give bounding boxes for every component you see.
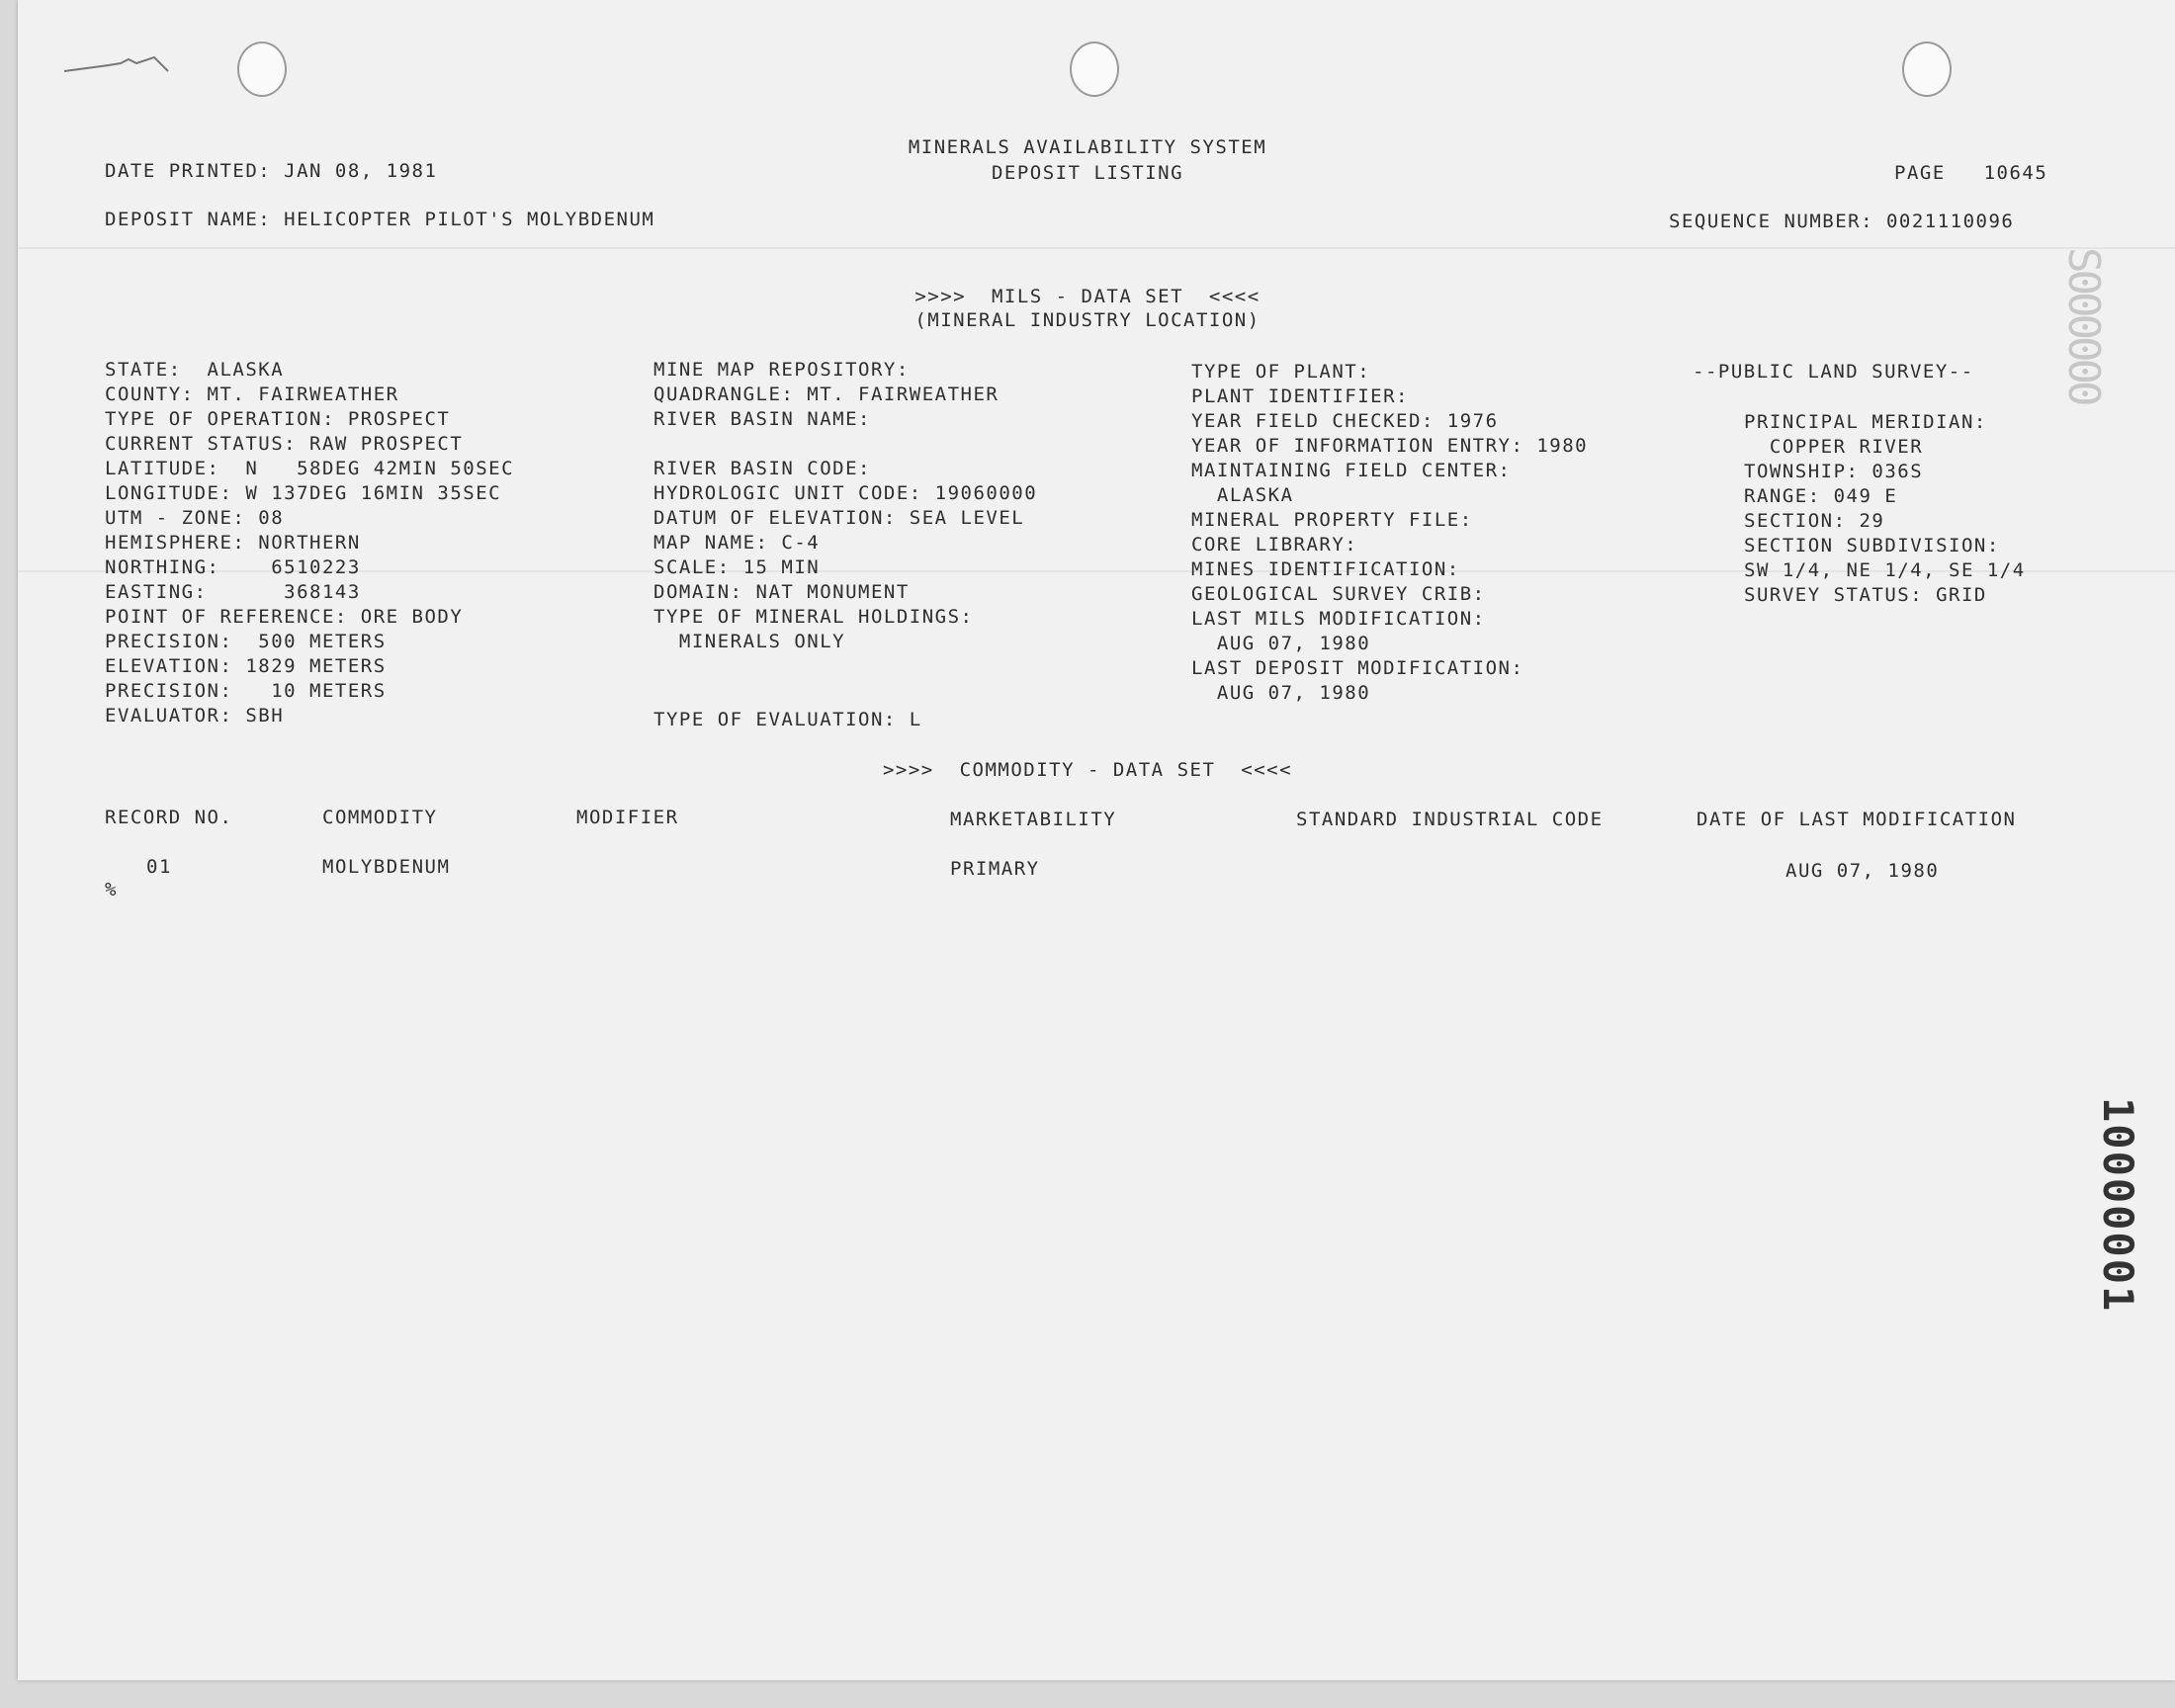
scale-field: SCALE: 15 MIN: [653, 556, 821, 578]
last-mils-modification-value: AUG 07, 1980: [1191, 633, 1371, 654]
header-modifier: MODIFIER: [576, 807, 679, 828]
header-sic: STANDARD INDUSTRIAL CODE: [1296, 809, 1604, 830]
row-commodity: MOLYBDENUM: [322, 856, 451, 878]
range-field: RANGE: 049 E: [1744, 485, 1898, 507]
mils-column-location: [105, 358, 514, 728]
system-title: MINERALS AVAILABILITY SYSTEM: [908, 136, 1267, 158]
year-of-information-entry-field: YEAR OF INFORMATION ENTRY: 1980: [1191, 435, 1589, 457]
section-field: SECTION: 29: [1744, 510, 1885, 532]
type-of-evaluation-field: TYPE OF EVALUATION: L: [653, 709, 922, 730]
township-field: TOWNSHIP: 036S: [1744, 461, 1924, 482]
core-library-field: CORE LIBRARY:: [1191, 534, 1358, 555]
commodity-title: >>>> COMMODITY - DATA SET <<<<: [882, 759, 1293, 781]
mineral-holdings-value: MINERALS ONLY: [653, 631, 846, 652]
easting-field: EASTING: 368143: [105, 581, 361, 603]
state-field: STATE: ALASKA: [105, 359, 285, 381]
survey-status-field: SURVEY STATUS: GRID: [1744, 584, 1987, 606]
domain-field: DOMAIN: NAT MONUMENT: [653, 581, 910, 603]
public-land-survey-title: --PUBLIC LAND SURVEY--: [1693, 361, 1974, 383]
hemisphere-field: HEMISPHERE: NORTHERN: [105, 532, 361, 554]
elevation-precision-field: PRECISION: 10 METERS: [105, 680, 387, 702]
punch-hole: [1070, 42, 1119, 97]
hydrologic-unit-code-field: HYDROLOGIC UNIT CODE: 19060000: [653, 482, 1038, 504]
mils-subtitle: (MINERAL INDUSTRY LOCATION): [914, 309, 1261, 331]
faint-stamp-number: S000000: [2058, 247, 2109, 403]
mils-column-map: [653, 358, 1037, 654]
stamp-number: 10000001: [2094, 1097, 2142, 1314]
year-field-checked-field: YEAR FIELD CHECKED: 1976: [1191, 410, 1499, 432]
evaluator-field: EVALUATOR: SBH: [105, 705, 285, 726]
principal-meridian-field: PRINCIPAL MERIDIAN:: [1744, 411, 1987, 433]
point-of-reference-field: POINT OF REFERENCE: ORE BODY: [105, 606, 464, 628]
mils-column-land-survey: [1744, 410, 2026, 608]
blank-line: [653, 432, 1037, 457]
map-name-field: MAP NAME: C-4: [653, 532, 821, 554]
row-record-no: 01: [146, 856, 172, 878]
mines-identification-field: MINES IDENTIFICATION:: [1191, 558, 1460, 580]
punch-hole: [1902, 42, 1952, 97]
mils-title: >>>> MILS - DATA SET <<<<: [914, 286, 1261, 307]
section-subdivision-value: SW 1/4, NE 1/4, SE 1/4: [1744, 559, 2026, 581]
quadrangle-field: QUADRANGLE: MT. FAIRWEATHER: [653, 384, 1000, 405]
plant-identifier-field: PLANT IDENTIFIER:: [1191, 385, 1409, 407]
type-of-plant-field: TYPE OF PLANT:: [1191, 361, 1371, 383]
last-deposit-modification-field: LAST DEPOSIT MODIFICATION:: [1191, 657, 1524, 679]
current-status-field: CURRENT STATUS: RAW PROSPECT: [105, 433, 464, 455]
date-printed: DATE PRINTED: JAN 08, 1981: [105, 160, 438, 182]
listing-title: DEPOSIT LISTING: [991, 162, 1184, 184]
river-basin-name-field: RIVER BASIN NAME:: [653, 408, 871, 430]
section-subdivision-field: SECTION SUBDIVISION:: [1744, 535, 2000, 556]
header-last-modification: DATE OF LAST MODIFICATION: [1696, 809, 2017, 830]
field-center-value: ALASKA: [1191, 484, 1294, 506]
sequence-number: SEQUENCE NUMBER: 0021110096: [1669, 211, 2015, 232]
row-last-modification: AUG 07, 1980: [1785, 860, 1940, 882]
datum-of-elevation-field: DATUM OF ELEVATION: SEA LEVEL: [653, 507, 1025, 529]
northing-field: NORTHING: 6510223: [105, 556, 361, 578]
geological-survey-crib-field: GEOLOGICAL SURVEY CRIB:: [1191, 583, 1486, 605]
fold-band: [18, 247, 2175, 249]
header-marketability: MARKETABILITY: [950, 809, 1117, 830]
row-marketability: PRIMARY: [950, 858, 1040, 880]
header-commodity: COMMODITY: [322, 807, 438, 828]
precision-field: PRECISION: 500 METERS: [105, 631, 387, 652]
header-record-no: RECORD NO.: [105, 807, 233, 828]
last-deposit-modification-value: AUG 07, 1980: [1191, 682, 1371, 704]
utm-zone-field: UTM - ZONE: 08: [105, 507, 285, 529]
last-mils-modification-field: LAST MILS MODIFICATION:: [1191, 608, 1486, 630]
listing-sheet: [18, 0, 2175, 1680]
mils-column-plant: [1191, 360, 1588, 706]
mineral-property-file-field: MINERAL PROPERTY FILE:: [1191, 509, 1473, 531]
longitude-field: LONGITUDE: W 137DEG 16MIN 35SEC: [105, 482, 502, 504]
elevation-field: ELEVATION: 1829 METERS: [105, 655, 387, 677]
maintaining-field-center-field: MAINTAINING FIELD CENTER:: [1191, 460, 1512, 481]
page-number: PAGE 10645: [1894, 162, 2048, 184]
type-of-mineral-holdings-field: TYPE OF MINERAL HOLDINGS:: [653, 606, 974, 628]
punch-hole: [237, 42, 287, 97]
mine-map-repository-field: MINE MAP REPOSITORY:: [653, 359, 910, 381]
end-of-record-mark: %: [105, 879, 118, 900]
type-of-operation-field: TYPE OF OPERATION: PROSPECT: [105, 408, 451, 430]
county-field: COUNTY: MT. FAIRWEATHER: [105, 384, 399, 405]
pencil-mark: [59, 49, 178, 79]
latitude-field: LATITUDE: N 58DEG 42MIN 50SEC: [105, 458, 515, 479]
deposit-name: DEPOSIT NAME: HELICOPTER PILOT'S MOLYBDENUM: [105, 209, 655, 230]
principal-meridian-value: COPPER RIVER: [1744, 436, 1924, 458]
river-basin-code-field: RIVER BASIN CODE:: [653, 458, 871, 479]
